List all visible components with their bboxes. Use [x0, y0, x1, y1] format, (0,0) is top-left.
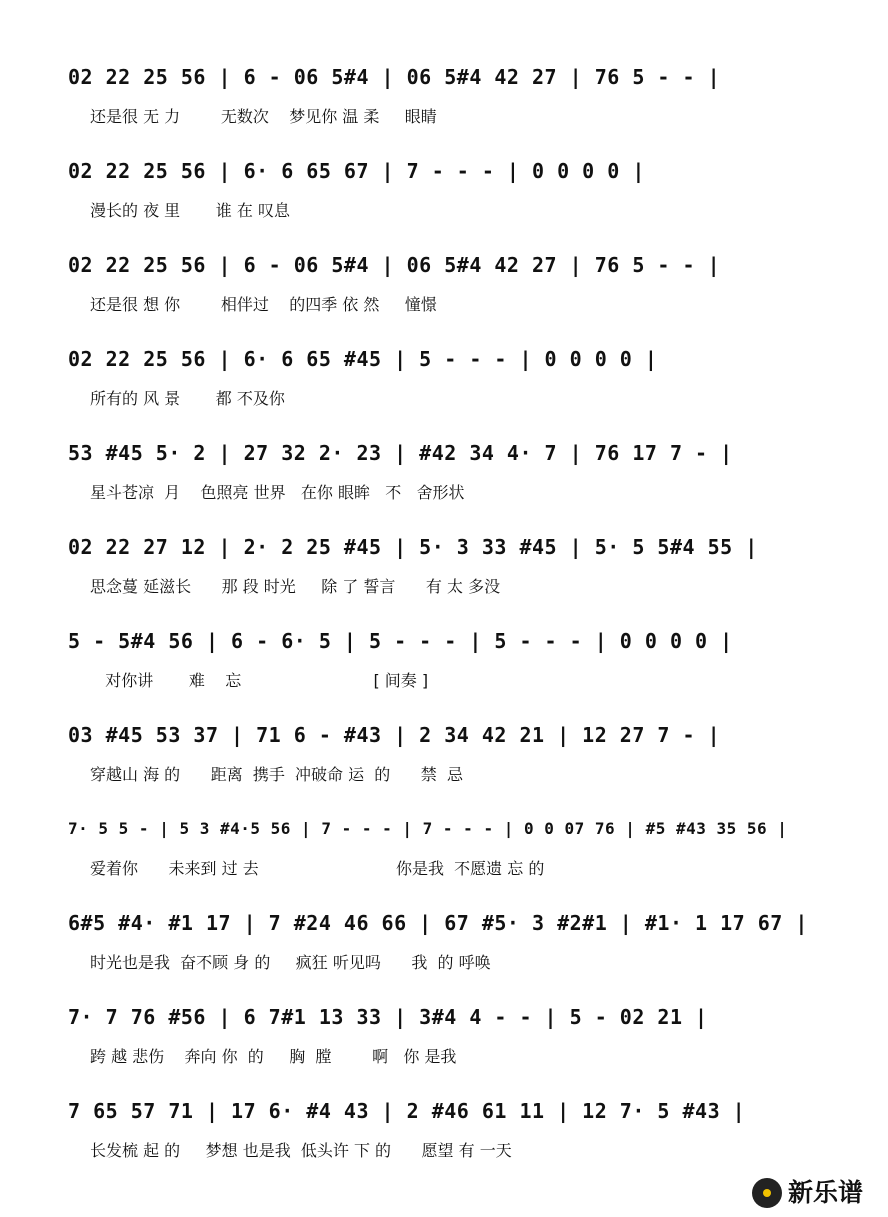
notation-line: 7 65 57 71 | 17 6· #4 43 | 2 #46 61 11 | 12 7· 5 #43 | [68, 1099, 746, 1123]
score-system [0, 621, 888, 715]
score-system [0, 715, 888, 809]
notation-line: 02 22 25 56 | 6 - 06 5#4 | 06 5#4 42 27 | 76 5 - - | [68, 253, 721, 277]
brand-logo [752, 1172, 880, 1212]
notation-line: 02 22 25 56 | 6· 6 65 #45 | 5 - - - | 0 0 0 0 | [68, 347, 658, 371]
score-system [0, 245, 888, 339]
lyric-line: 跨 越 悲伤 奔向 你 的 胸 膛 啊 你 是我 [90, 1047, 457, 1066]
score-system [0, 57, 888, 151]
notation-line: 02 22 25 56 | 6 - 06 5#4 | 06 5#4 42 27 | 76 5 - - | [68, 65, 721, 89]
lyric-line: 穿越山 海 的 距离 携手 冲破命 运 的 禁 忌 [90, 765, 463, 784]
score-system [0, 997, 888, 1091]
notation-line: 7· 7 76 #56 | 6 7#1 13 33 | 3#4 4 - - | 5 - 02 21 | [68, 1005, 708, 1029]
score-system [0, 527, 888, 621]
score-system [0, 433, 888, 527]
lyric-line: 星斗苍凉 月 色照亮 世界 在你 眼眸 不 舍形状 [90, 483, 465, 502]
score-system [0, 1091, 888, 1185]
score-system [0, 339, 888, 433]
lyric-line: 所有的 风 景 都 不及你 [90, 389, 285, 408]
notation-line: 5 - 5#4 56 | 6 - 6· 5 | 5 - - - | 5 - - - | 0 0 0 0 | [68, 629, 733, 653]
lyric-line: 还是很 想 你 相伴过 的四季 依 然 憧憬 [90, 295, 437, 314]
lyric-line: 时光也是我 奋不顾 身 的 疯狂 听见吗 我 的 呼唤 [90, 953, 491, 972]
notation-line: 02 22 27 12 | 2· 2 25 #45 | 5· 3 33 #45 | 5· 5 5#4 55 | [68, 535, 758, 559]
lyric-line: 对你讲 难 忘 [ 间奏 ] [90, 671, 429, 690]
score-system [0, 809, 888, 903]
brand-name: 新乐谱 [788, 1178, 864, 1207]
lyric-line: 爱着你 未来到 过 去 你是我 不愿遗 忘 的 [90, 859, 545, 878]
lyric-line: 思念蔓 延滋长 那 段 时光 除 了 誓言 有 太 多没 [90, 577, 501, 596]
score-system [0, 151, 888, 245]
notation-line: 03 #45 53 37 | 71 6 - #43 | 2 34 42 21 | 12 27 7 - | [68, 723, 721, 747]
lyric-line: 还是很 无 力 无数次 梦见你 温 柔 眼睛 [90, 107, 437, 126]
notation-line: 53 #45 5· 2 | 27 32 2· 23 | #42 34 4· 7 | 76 17 7 - | [68, 441, 733, 465]
notation-line: 7· 5 5 - | 5 3 #4·5 56 | 7 - - - | 7 - - - | 0 0 07 76 | #5 #43 35 56 | [68, 819, 788, 838]
record-disc-icon [752, 1178, 782, 1208]
lyric-line: 长发梳 起 的 梦想 也是我 低头许 下 的 愿望 有 一天 [90, 1141, 512, 1160]
lyric-line: 漫长的 夜 里 谁 在 叹息 [90, 201, 290, 220]
notation-line: 6#5 #4· #1 17 | 7 #24 46 66 | 67 #5· 3 #2#1 | #1· 1 17 67 | [68, 911, 808, 935]
score-system [0, 903, 888, 997]
notation-line: 02 22 25 56 | 6· 6 65 67 | 7 - - - | 0 0 0 0 | [68, 159, 645, 183]
